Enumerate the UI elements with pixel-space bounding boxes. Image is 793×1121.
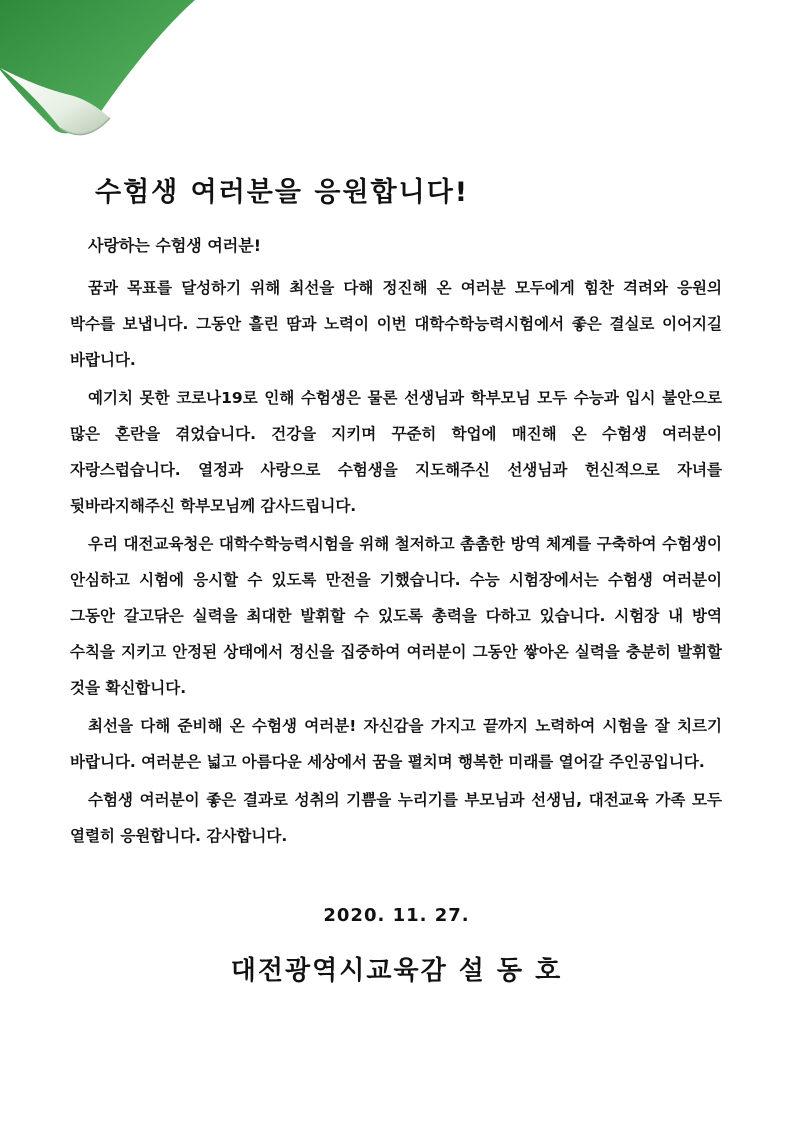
body-paragraph-5: 수험생 여러분이 좋은 결과로 성취의 기쁨을 누리기를 부모님과 선생님, 대전교육 가족 모두 열렬히 응원합니다. 감사합니다.: [70, 791, 722, 845]
letter-date: 2020. 11. 27.: [323, 905, 470, 926]
letter-title: 수험생 여러분을 응원합니다!: [95, 177, 470, 208]
body-paragraph-3: 우리 대전교육청은 대학수학능력시험을 위해 철저하고 촘촘한 방역 체계를 구축하여 수험생이 안심하고 시험에 응시할 수 있도록 만전을 기했습니다. 수능 시험장에서는 수험생 여러분이 그동안 갈고닦은 실력을 최대한 발휘할 수 있도록 총력을 다하고 있습니다. 시험장 내 방역 수칙을 지키고 안정된 상태에서 정신을 집중하여 여러분이 그동안 쌓아온 실력을 충분히 발휘할 것을 확신합니다.: [70, 535, 722, 697]
letter-signature: 대전광역시교육감 설 동 호: [230, 956, 563, 986]
body-paragraph-2: 예기치 못한 코로나19로 인해 수험생은 물론 선생님과 학부모님 모두 수능과 입시 불안으로 많은 혼란을 겪었습니다. 건강을 지키며 꾸준히 학업에 매진해 온 수험생 여러분이 자랑스럽습니다. 열정과 사랑으로 수험생을 지도해주신 선생님과 헌신적으로 자녀를 뒷바라지해주신 학부모님께 감사드립니다.: [70, 389, 722, 515]
letter-greeting: 사랑하는 수험생 여러분!: [88, 236, 261, 255]
body-paragraph-1: 꿈과 목표를 달성하기 위해 최선을 다해 정진해 온 여러분 모두에게 힘찬 격려와 응원의 박수를 보냅니다. 그동안 흘린 땀과 노력이 이번 대학수학능력시험에서 좋은 결실로 이어지길 바랍니다.: [70, 279, 722, 369]
page-curl-decoration: [0, 0, 200, 150]
letter-body: [70, 270, 722, 856]
body-paragraph-4: 최선을 다해 준비해 온 수험생 여러분! 자신감을 가지고 끝까지 노력하여 시험을 잘 치르기 바랍니다. 여러분은 넓고 아름다운 세상에서 꿈을 펼치며 행복한 미래를 열어갈 주인공입니다.: [70, 717, 722, 771]
